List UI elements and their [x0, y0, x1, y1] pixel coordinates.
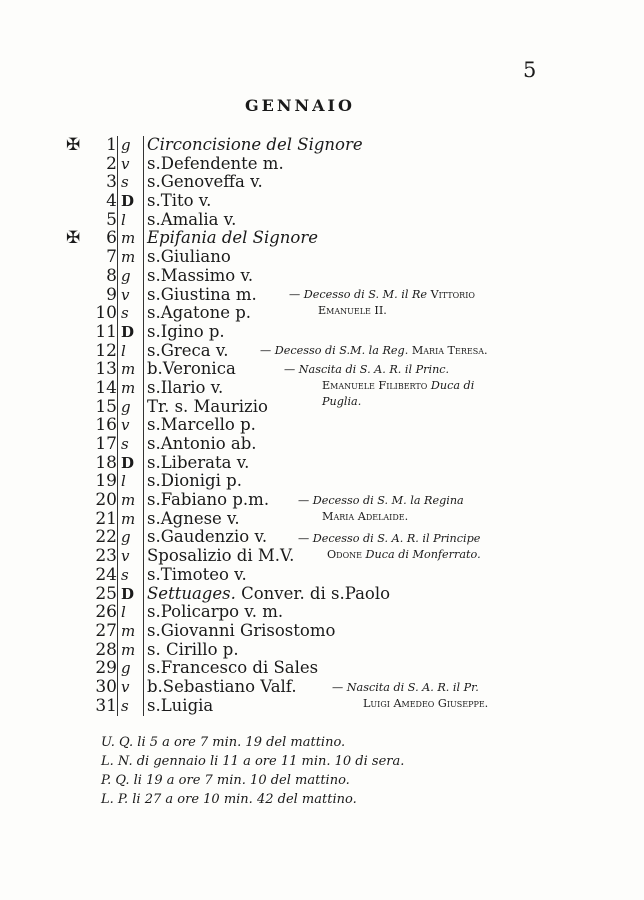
saint-name: s.Giuliano: [147, 247, 231, 267]
weekday-divider: [117, 136, 118, 716]
saint-name: s.Fabiano p.m.: [147, 490, 270, 510]
weekday-letter: g: [121, 266, 131, 285]
liturgical-season: Settuages.: [147, 583, 236, 603]
day-number: 18: [95, 452, 117, 473]
weekday-letter: m: [121, 378, 136, 397]
day-number: 14: [95, 377, 117, 398]
saint-name: s.Massimo v.: [147, 265, 254, 285]
day-number: 15: [95, 396, 117, 417]
day-number: 26: [95, 602, 117, 623]
weekday-letter: D: [121, 453, 135, 472]
weekday-letter: m: [121, 360, 136, 379]
note-day-9: — Decesso di S. M. il Re Vittorio: [289, 288, 475, 301]
saint-name: s.Tito v.: [147, 191, 212, 211]
saint-name: s.Antonio ab.: [147, 434, 257, 453]
maltese-cross-icon: ✠: [66, 228, 81, 249]
saint-name: Sposalizio di M.V.: [147, 546, 295, 566]
weekday-letter: g: [121, 136, 131, 154]
note-day-21: Maria Adelaide.: [322, 510, 409, 523]
saint-name: s.Liberata v.: [147, 452, 250, 472]
saint-name: s. Cirillo p.: [147, 639, 239, 659]
note-day-13: — Nascita di S. A. R. il Princ.: [284, 363, 450, 376]
weekday-letter: m: [121, 509, 136, 528]
saint-name: Tr. s. Maurizio: [147, 396, 268, 416]
saint-name: s.Francesco di Sales: [147, 658, 319, 678]
note-day-10: Emanuele II.: [318, 304, 387, 317]
moon-phase: L. P. li 27 a ore 10 min. 42 del mattino.: [101, 792, 357, 807]
saint-name: s.Defendente m.: [147, 153, 284, 173]
day-number: 5: [106, 209, 117, 230]
moon-phase: P. Q. li 19 a ore 7 min. 10 del mattino.: [101, 773, 350, 788]
day-number: 27: [95, 620, 117, 641]
saint-name: s.Giovanni Grisostomo: [147, 620, 336, 640]
saint-name: s.Marcello p.: [147, 415, 256, 435]
day-number: 22: [95, 527, 117, 548]
weekday-letter: v: [121, 547, 130, 566]
note-day-22: — Decesso di S. A. R. il Principe: [298, 532, 481, 545]
weekday-letter: m: [121, 248, 136, 267]
day-number: 30: [95, 676, 117, 697]
saint-name: s.Giustina m.: [147, 284, 257, 304]
day-number: 19: [95, 471, 117, 492]
day-number: 8: [106, 265, 117, 286]
saint-name: s.Greca v.: [147, 340, 229, 360]
saint-name: s.Dionigi p.: [147, 471, 242, 491]
weekday-letter: g: [121, 528, 131, 547]
weekday-letter: m: [121, 491, 136, 510]
page-number: 5: [523, 58, 537, 82]
weekday-letter: D: [121, 192, 135, 211]
saint-name: s.Policarpo v. m.: [147, 602, 284, 622]
weekday-letter: s: [121, 173, 129, 192]
saint-name: s.Agnese v.: [147, 508, 240, 528]
weekday-letter: s: [121, 304, 129, 323]
day-number: 1: [106, 135, 117, 155]
day-number: 12: [95, 340, 117, 361]
weekday-letter: v: [121, 154, 130, 173]
weekday-letter: v: [121, 677, 130, 696]
weekday-letter: s: [121, 696, 129, 715]
day-number: 4: [106, 191, 117, 212]
weekday-letter: m: [121, 621, 136, 640]
weekday-letter: m: [121, 229, 136, 248]
saint-name: s.Amalia v.: [147, 209, 237, 229]
weekday-letter: l: [121, 210, 126, 229]
weekday-letter: D: [121, 584, 135, 603]
weekday-letter: D: [121, 322, 135, 341]
day-number: 31: [95, 695, 117, 716]
month-title: GENNAIO: [245, 96, 355, 115]
weekday-letter: l: [121, 603, 126, 622]
saint-name: Epifania del Signore: [147, 228, 319, 248]
saint-name: [147, 585, 390, 603]
day-number: 29: [95, 658, 117, 679]
day-number: 28: [95, 639, 117, 660]
weekday-letter: l: [121, 341, 126, 360]
weekday-letter: m: [121, 640, 136, 659]
note-day-30: — Nascita di S. A. R. il Pr.: [332, 681, 479, 694]
day-number: 23: [95, 546, 117, 567]
day-number: 9: [106, 284, 117, 305]
note-day-12: — Decesso di S.M. la Reg. Maria Teresa.: [260, 344, 488, 357]
day-number: 2: [106, 153, 117, 174]
day-number: 13: [95, 359, 117, 380]
saint-name-text: Conver. di s.Paolo: [241, 583, 391, 603]
weekday-letter: g: [121, 397, 131, 416]
saint-name: s.Ilario v.: [147, 377, 224, 397]
weekday-letter: v: [121, 285, 130, 304]
day-number: 6: [106, 228, 117, 249]
saint-name: s.Timoteo v.: [147, 564, 247, 584]
weekday-letter: s: [121, 435, 129, 453]
saint-name: b.Sebastiano Valf.: [147, 676, 297, 696]
saint-name: s.Agatone p.: [147, 303, 252, 323]
saint-name: s.Luigia: [147, 695, 214, 715]
weekday-letter: s: [121, 565, 129, 584]
weekday-letter: l: [121, 472, 126, 491]
maltese-cross-icon: ✠: [66, 135, 81, 155]
saint-name: b.Veronica: [147, 359, 236, 379]
saint-divider: [143, 136, 144, 716]
day-number: 3: [106, 172, 117, 193]
note-day-14: Emanuele Filiberto Duca di: [322, 379, 475, 392]
day-number: 7: [106, 247, 117, 268]
note-day-15: Puglia.: [322, 395, 362, 408]
saint-name: s.Igino p.: [147, 321, 225, 341]
saint-name: Circoncisione del Signore: [147, 135, 363, 154]
note-day-20: — Decesso di S. M. la Regina: [298, 494, 464, 507]
day-number: 24: [95, 564, 117, 585]
day-number: 16: [95, 415, 117, 436]
note-day-23: Odone Duca di Monferrato.: [327, 548, 481, 561]
day-number: 20: [95, 490, 117, 511]
saint-name: s.Genoveffa v.: [147, 172, 263, 192]
moon-phase: U. Q. li 5 a ore 7 min. 19 del mattino.: [101, 735, 346, 750]
day-number: 11: [95, 321, 117, 342]
weekday-letter: g: [121, 659, 131, 678]
day-number: 10: [95, 303, 117, 324]
day-number: 21: [95, 508, 117, 529]
weekday-letter: v: [121, 416, 130, 435]
moon-phase: L. N. di gennaio li 11 a ore 11 min. 10 di sera.: [101, 754, 405, 769]
day-number: 17: [95, 434, 117, 454]
saint-name: s.Gaudenzio v.: [147, 527, 268, 547]
day-number: 25: [95, 583, 117, 604]
note-day-31: Luigi Amedeo Giuseppe.: [363, 697, 489, 710]
